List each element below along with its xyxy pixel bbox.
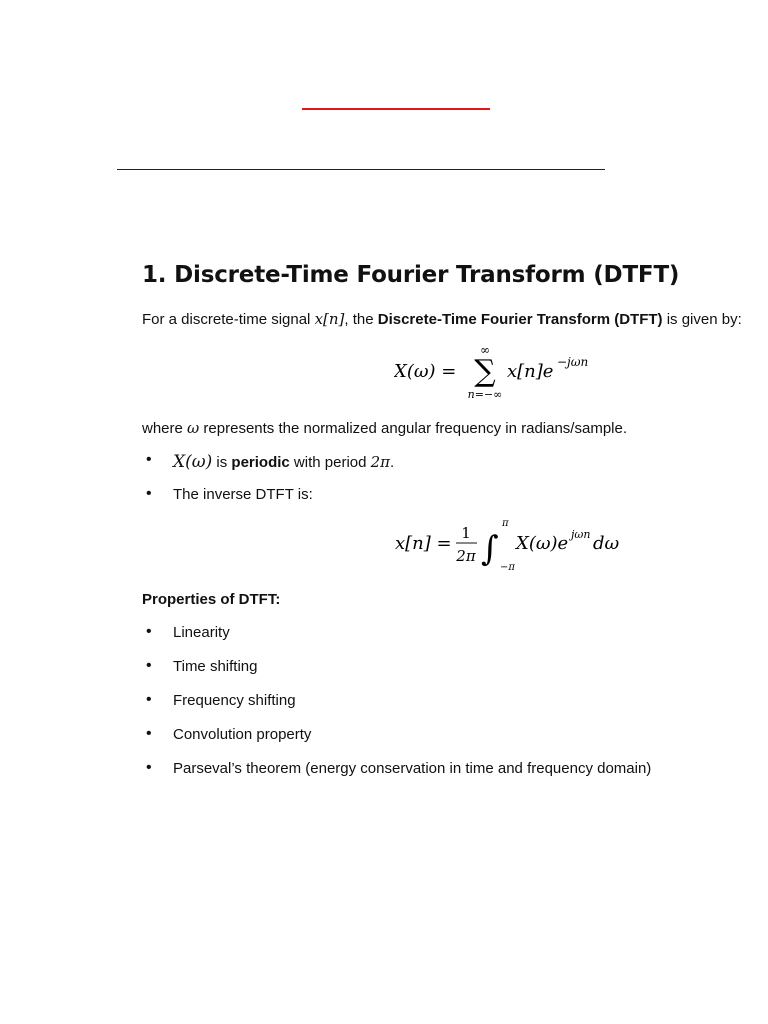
intro-prefix: For a discrete-time signal [142, 311, 315, 328]
eq2-upper: π [502, 518, 509, 529]
eq2-differential: dω [593, 533, 620, 554]
list-item: • Convolution property [142, 726, 651, 760]
eq1-term: x[n]e [507, 361, 554, 382]
list-item: • Linearity [142, 624, 651, 658]
periodic-is: is [212, 454, 232, 471]
eq1-sum-upper: ∞ [480, 344, 490, 357]
properties-title: Properties of DTFT: [142, 591, 281, 608]
eq2-frac-num: 1 [461, 524, 471, 542]
periodic-end: . [390, 454, 395, 471]
list-item: • Parseval’s theorem (energy conservation in time and frequency domain) [142, 760, 651, 794]
eq2-lhs: x[n] = [395, 533, 452, 554]
section-title: 1. Discrete-Time Fourier Transform (DTFT) [142, 262, 680, 288]
eq2-body: X(ω)e [516, 533, 569, 554]
signal-symbol: x[n] [314, 310, 345, 328]
list-item: • Time shifting [142, 658, 651, 692]
eq1-sum-lower: n=−∞ [467, 388, 503, 400]
inverse-dtft-equation [395, 516, 625, 572]
omega-symbol: ω [187, 419, 200, 437]
list-item: • Frequency shifting [142, 692, 651, 726]
properties-list [142, 624, 651, 794]
intro-term: Discrete-Time Fourier Transform (DTFT) [377, 311, 663, 328]
dtft-section [142, 262, 742, 777]
intro-suffix: is given by: [662, 311, 742, 328]
where-paragraph [142, 419, 627, 437]
intro-middle: , the [344, 311, 378, 328]
eq1-lhs: X(ω) = [394, 361, 457, 382]
dtft-bullets [142, 452, 394, 520]
eq2-lower: −π [500, 562, 515, 572]
periodic-bold: periodic [231, 454, 290, 471]
periodic-middle: with period [289, 454, 371, 471]
intro-paragraph [142, 310, 742, 328]
where-prefix: where [142, 420, 188, 437]
list-item [142, 452, 394, 486]
eq2-integral: ∫ [481, 529, 499, 569]
where-suffix: represents the normalized angular frequency in radians/sample. [199, 420, 627, 437]
eq1-exponent: −jωn [557, 355, 589, 369]
dtft-equation [394, 344, 604, 400]
eq1-sum-symbol: ∑ [474, 354, 496, 389]
period-value: 2π [370, 453, 391, 471]
eq2-frac-den: 2π [456, 547, 476, 565]
red-divider [302, 108, 490, 110]
eq2-exponent: jωn [571, 528, 591, 541]
periodic-expr: X(ω) [173, 452, 213, 472]
list-item: • The inverse DTFT is: [142, 486, 394, 520]
black-divider [117, 169, 605, 170]
